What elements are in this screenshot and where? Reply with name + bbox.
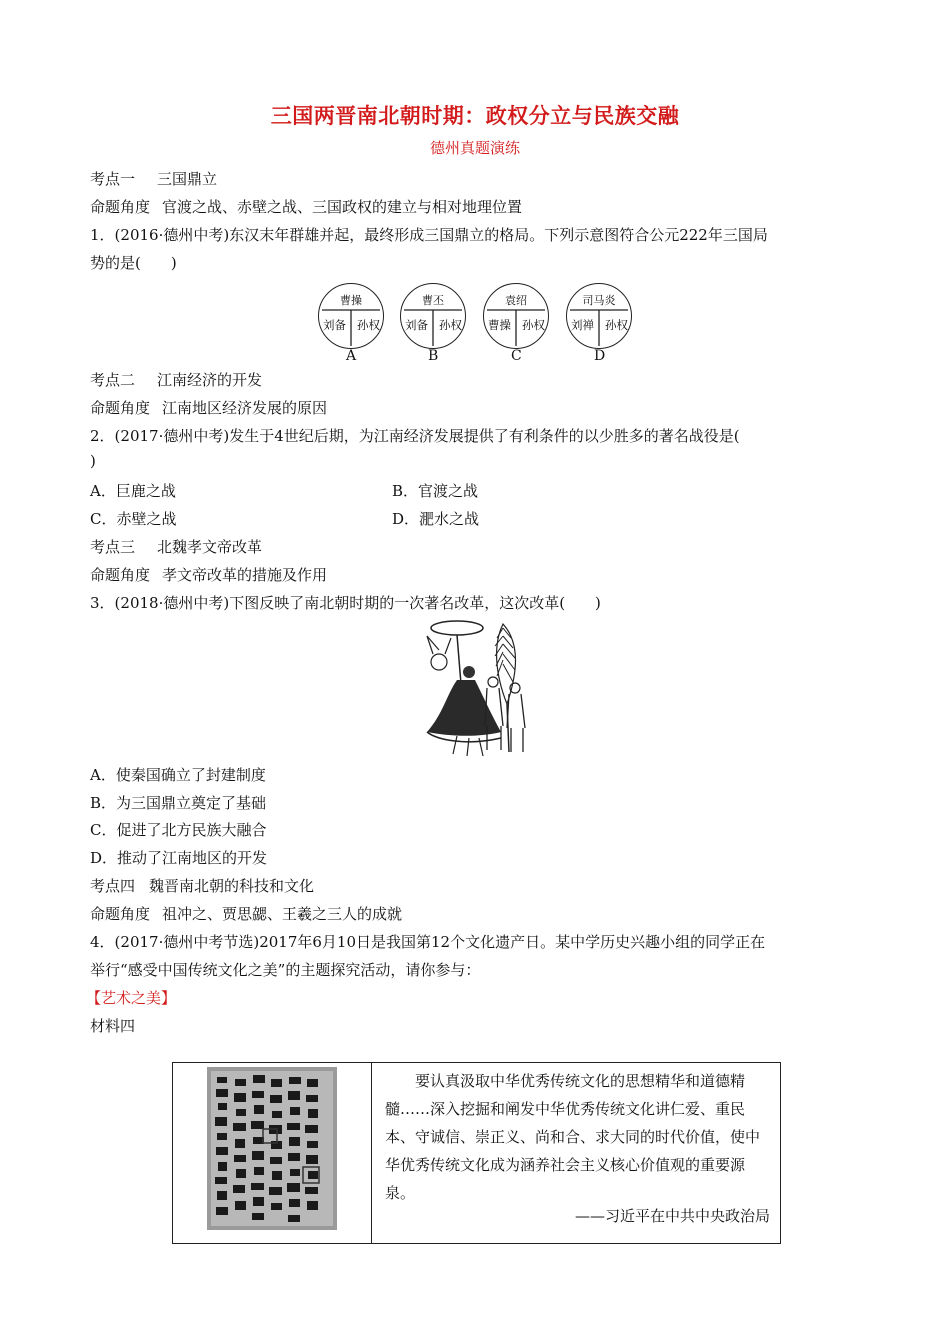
reform-procession-illustration: [417, 614, 535, 758]
diagram-option-label: D: [594, 348, 606, 364]
option-2b: B．官渡之战: [392, 482, 479, 500]
quote-source: ——习近平在中共中央政治局: [574, 1207, 770, 1225]
diagram-top-ruler: 袁绍: [505, 294, 527, 307]
section-heading-4: 考点四 魏晋南北朝的科技和文化: [90, 877, 315, 895]
page-subtitle: 德州真题演练: [429, 139, 520, 157]
option-3b: B．为三国鼎立奠定了基础: [90, 794, 267, 812]
diagram-left-ruler: 刘备: [323, 318, 346, 332]
diagram-option-label: C: [511, 348, 522, 364]
diagram-top-ruler: 司马炎: [582, 294, 616, 307]
art-heading: 【艺术之美】: [86, 989, 177, 1007]
diagram-top-ruler: 曹操: [340, 294, 362, 307]
section-heading-2: 考点二 江南经济的开发: [90, 371, 263, 389]
diagram-right-ruler: 孙权: [522, 318, 545, 332]
diagram-circle: [400, 283, 466, 349]
option-3c: C．促进了北方民族大融合: [90, 821, 267, 839]
diagram-circle: [566, 283, 632, 349]
diagram-right-ruler: 孙权: [605, 318, 628, 332]
angle-3: 命题角度 孝文帝改革的措施及作用: [90, 566, 328, 584]
diagram-left-ruler: 刘备: [405, 318, 428, 332]
diagram-option-label: B: [428, 348, 439, 364]
material-table: [172, 1062, 781, 1244]
section-heading-3: 考点三 北魏孝文帝改革: [90, 538, 263, 556]
diagram-left-ruler: 曹操: [488, 318, 511, 332]
angle-1: 命题角度 官渡之战、赤壁之战、三国政权的建立与相对地理位置: [90, 198, 523, 216]
question-2-line-1: 2．(2017·德州中考)发生于4世纪后期，为江南经济发展提供了有利条件的以少胜多的著名战役是(: [90, 427, 740, 445]
diagram-option-label: A: [346, 348, 357, 364]
question-1-line-2: 势的是( ): [90, 254, 177, 272]
option-2d: D．淝水之战: [392, 510, 480, 528]
section-heading-1: 考点一 三国鼎立: [90, 170, 218, 188]
question-4-line-1: 4．(2017·德州中考节选)2017年6月10日是我国第12个文化遗产日。某中学历史兴趣小组的同学正在: [90, 933, 766, 951]
diagram-left-ruler: 刘禅: [571, 318, 594, 332]
option-2a: A．巨鹿之战: [90, 482, 176, 500]
diagram-right-ruler: 孙权: [439, 318, 462, 332]
quote-text: 要认真汲取中华优秀传统文化的思想精华和道德精髓……深入挖掘和阐发中华优秀传统文化讲仁爱、重民本、守诚信、崇正义、尚和合、求大同的时代价值，使中华优秀传统文化成为涵养社会主义核心价值观的重要源泉。: [385, 1072, 761, 1202]
material-label: 材料四: [90, 1017, 136, 1035]
question-1-line-1: 1．(2016·德州中考)东汉末年群雄并起，最终形成三国鼎立的格局。下列示意图符合公元222年三国局: [90, 226, 768, 244]
diagram-circle: [318, 283, 384, 349]
page-title: 三国两晋南北朝时期：政权分立与民族交融: [270, 103, 680, 128]
option-2c: C．赤壁之战: [90, 510, 177, 528]
question-2-line-2: ): [90, 452, 96, 470]
diagram-circle: [483, 283, 549, 349]
calligraphy-image: [207, 1067, 337, 1230]
option-3d: D．推动了江南地区的开发: [90, 849, 268, 867]
diagram-top-ruler: 曹丕: [422, 294, 444, 307]
question-3-line-1: 3．(2018·德州中考)下图反映了南北朝时期的一次著名改革，这次改革( ): [90, 594, 601, 612]
question-4-line-2: 举行“感受中国传统文化之美”的主题探究活动，请你参与：: [90, 961, 481, 979]
angle-4: 命题角度 祖冲之、贾思勰、王羲之三人的成就: [90, 905, 403, 923]
diagram-right-ruler: 孙权: [357, 318, 380, 332]
angle-2: 命题角度 江南地区经济发展的原因: [90, 399, 328, 417]
option-3a: A．使秦国确立了封建制度: [90, 766, 266, 784]
